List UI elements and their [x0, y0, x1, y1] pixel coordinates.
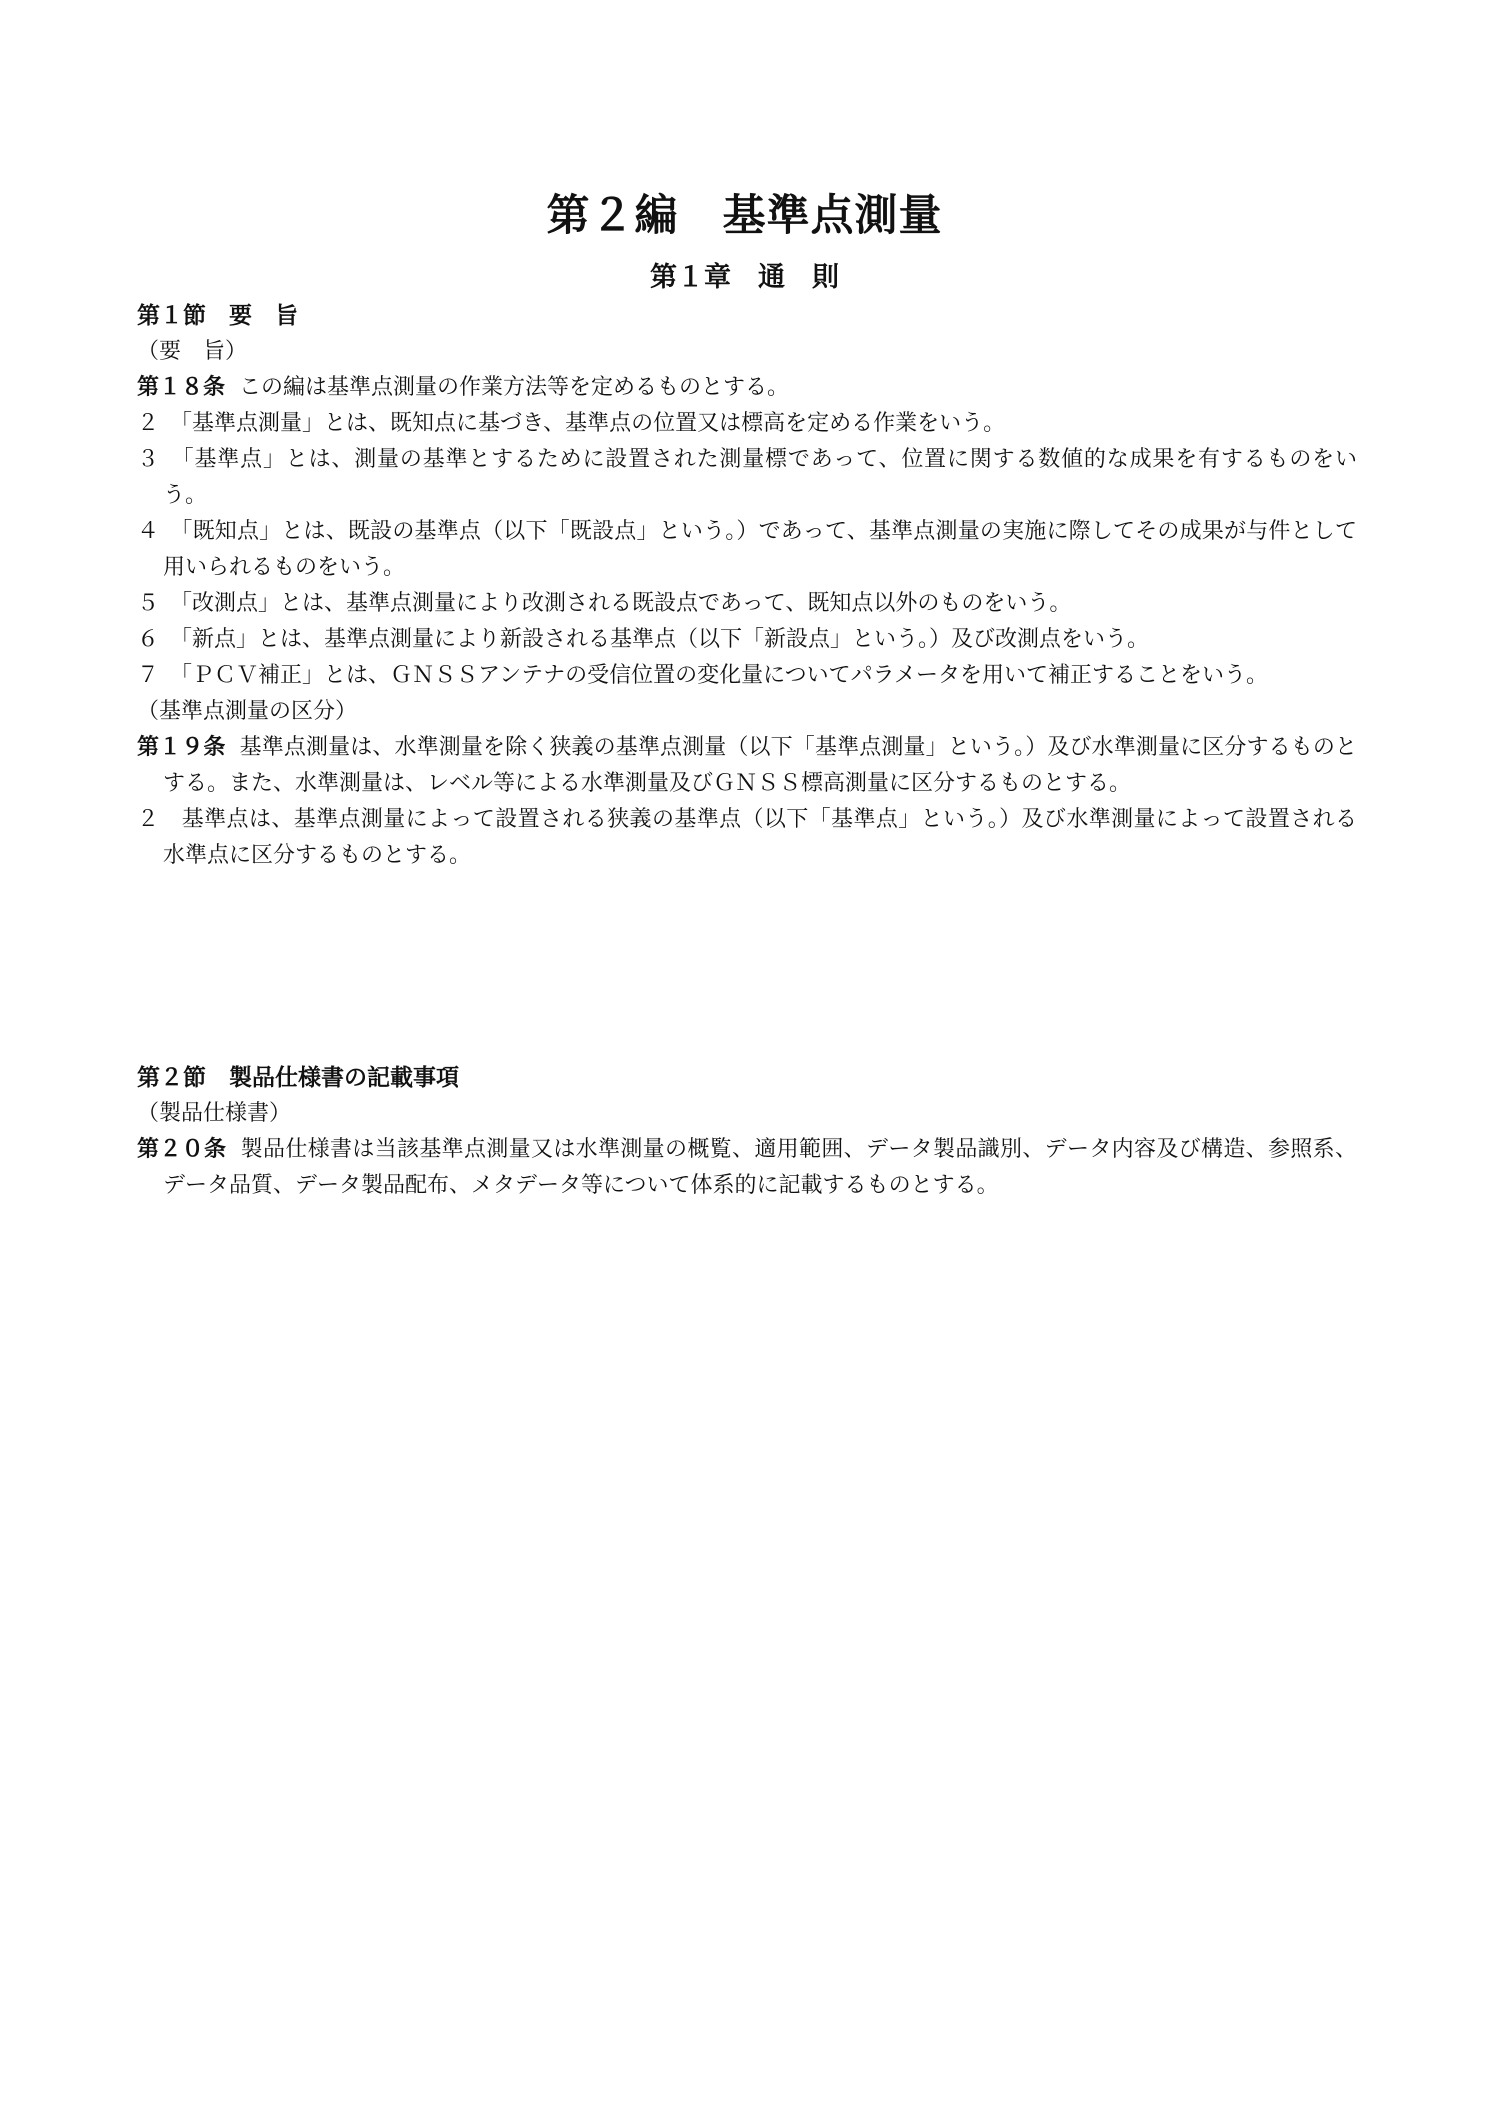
caption-product-spec: （製品仕様書）: [137, 1101, 292, 1126]
part-title: 第２編 基準点測量: [546, 191, 943, 241]
chapter-title: 第１章 通 則: [650, 262, 839, 293]
article-18-text: この編は基準点測量の作業方法等を定めるものとする。: [239, 375, 790, 400]
article-20-number: 第２０条: [137, 1137, 227, 1162]
article-18-item-3: ３ 「基準点」とは、測量の基準とするために設置された測量標であって、位置に関する数値的な成果を有するものをいう。: [137, 447, 1357, 508]
article-18-item-4: ４ 「既知点」とは、既設の基準点（以下「既設点」という。）であって、基準点測量の実施に際してその成果が与件として用いられるものをいう。: [137, 519, 1357, 580]
article-18-item-2: ２ 「基準点測量」とは、既知点に基づき、基準点の位置又は標高を定める作業をいう。: [137, 411, 1006, 436]
article-19-number: 第１９条: [137, 735, 226, 760]
caption-classification: （基準点測量の区分）: [137, 699, 358, 724]
article-18-item-7: ７ 「ＰＣＶ補正」とは、ＧＮＳＳアンテナの受信位置の変化量についてパラメータを用いて補正することをいう。: [137, 663, 1269, 688]
article-20: [137, 1132, 1357, 1204]
article-19-text: 基準点測量は、水準測量を除く狭義の基準点測量（以下「基準点測量」という。）及び水準測量に区分するものとする。また、水準測量は、レベル等による水準測量及びＧＮＳＳ標高測量に区分するものとする。: [163, 735, 1357, 796]
section-1: [137, 298, 1357, 874]
article-18: [137, 370, 1357, 406]
section-1-heading: 第１節 要 旨: [137, 303, 298, 329]
section-2-heading: 第２節 製品仕様書の記載事項: [137, 1065, 459, 1091]
article-18-item-6: ６ 「新点」とは、基準点測量により新設される基準点（以下「新設点」という。）及び改測点をいう。: [137, 627, 1150, 652]
section-2: [137, 1060, 1357, 1204]
article-18-item-5: ５ 「改測点」とは、基準点測量により改測される既設点であって、既知点以外のものをいう。: [137, 591, 1072, 616]
caption-summary: （要 旨）: [137, 339, 248, 364]
article-19-item-2: ２ 基準点は、基準点測量によって設置される狭義の基準点（以下「基準点」という。）及び水準測量によって設置される水準点に区分するものとする。: [137, 807, 1357, 868]
article-19: [137, 730, 1357, 802]
article-18-number: 第１８条: [137, 375, 226, 400]
article-20-text: 製品仕様書は当該基準点測量又は水準測量の概覧、適用範囲、データ製品識別、データ内容及び構造、参照系、データ品質、データ製品配布、メタデータ等について体系的に記載するものとする。: [163, 1137, 1357, 1198]
